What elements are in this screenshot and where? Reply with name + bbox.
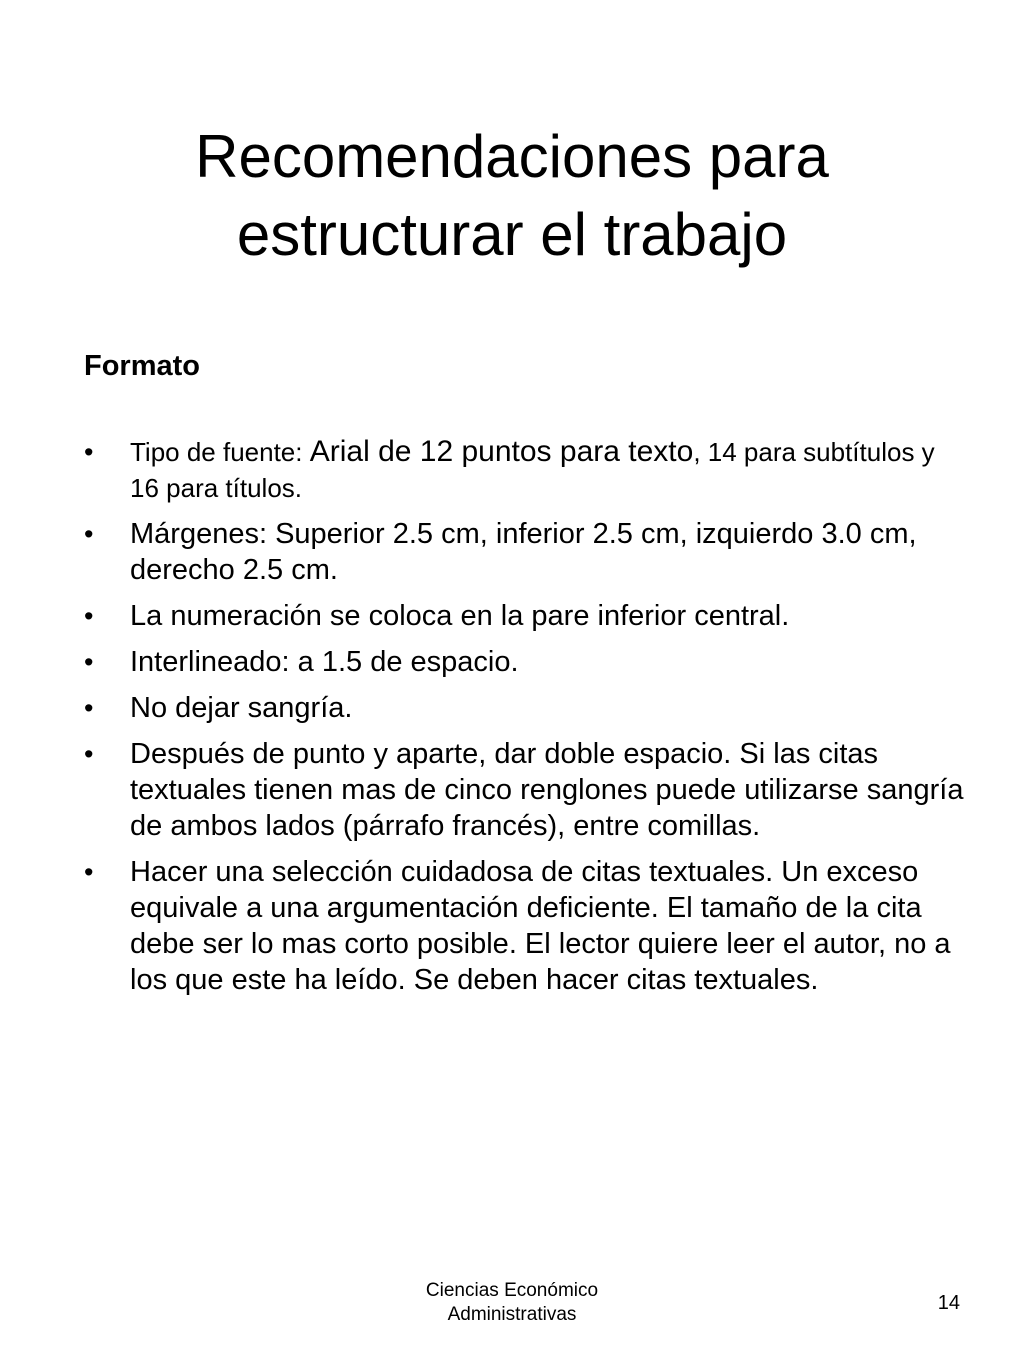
list-item	[84, 598, 964, 634]
bullet-text-part-3: , 14 para subtítulos y 16 para títulos.	[130, 437, 935, 503]
list-item	[84, 644, 964, 680]
bullet-text: Márgenes: Superior 2.5 cm, inferior 2.5 cm, izquierdo 3.0 cm, derecho 2.5 cm.	[130, 518, 917, 586]
bullet-marker: •	[84, 857, 94, 887]
list-item	[84, 854, 964, 998]
list-item	[84, 736, 964, 844]
bullet-marker: •	[84, 437, 94, 467]
list-item	[84, 516, 964, 588]
bullet-marker: •	[84, 601, 94, 631]
section-heading: Formato	[84, 350, 200, 382]
footer-line-2: Administrativas	[447, 1304, 577, 1325]
bullet-marker: •	[84, 693, 94, 723]
slide-title-line-2: estructurar el trabajo	[236, 201, 788, 268]
bullet-marker: •	[84, 739, 94, 769]
list-item	[84, 434, 964, 506]
slide-title	[60, 118, 964, 274]
bullet-text: Después de punto y aparte, dar doble espacio. Si las citas textuales tienen mas de cinco renglones puede utilizarse sangría de ambos lados (párrafo francés), entre comillas.	[130, 738, 964, 842]
list-item	[84, 690, 964, 726]
bullet-text-part-2: Arial de 12 puntos para texto	[309, 435, 694, 468]
bullet-text: Interlineado: a 1.5 de espacio.	[130, 646, 519, 678]
bullet-list	[84, 434, 964, 1008]
footer-text	[362, 1279, 662, 1327]
bullet-text: No dejar sangría.	[130, 692, 353, 724]
bullet-text-part-1: Tipo de fuente:	[130, 437, 310, 467]
bullet-marker: •	[84, 519, 94, 549]
bullet-text: Hacer una selección cuidadosa de citas textuales. Un exceso equivale a una argumentación deficiente. El tamaño de la cita debe ser lo mas corto posible. El lector quiere leer el autor, no a los que este ha leído. Se deben hacer citas textuales.	[130, 856, 951, 996]
footer-line-1: Ciencias Económico	[425, 1280, 599, 1301]
bullet-text: La numeración se coloca en la pare inferior central.	[130, 600, 790, 632]
bullet-marker: •	[84, 647, 94, 677]
slide-title-line-1: Recomendaciones para	[195, 123, 829, 190]
page-number: 14	[937, 1292, 960, 1314]
